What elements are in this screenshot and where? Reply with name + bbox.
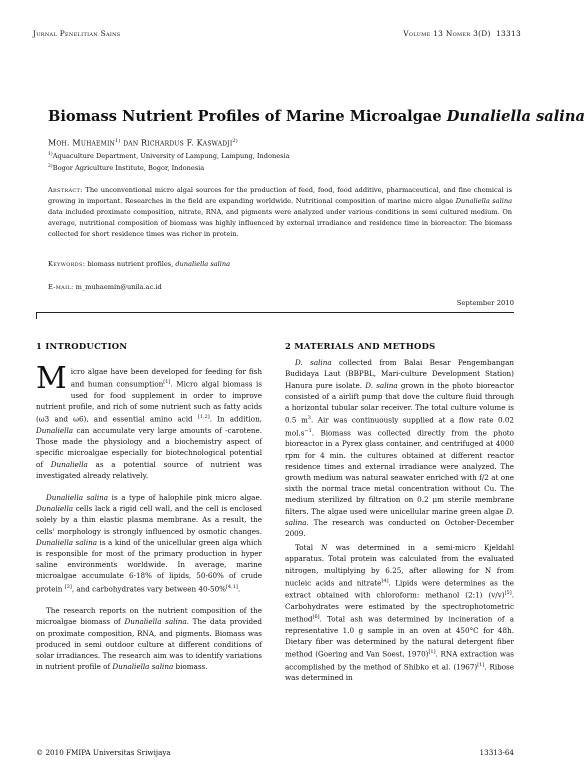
intro-paragraph-2 bbox=[36, 492, 262, 594]
email-label: E-mail: bbox=[48, 283, 74, 291]
keywords bbox=[48, 260, 230, 268]
volume-label: Volume 13 Nomer 3(D) bbox=[403, 29, 491, 38]
intro-p1-text-c: . In addition, bbox=[209, 414, 262, 424]
section-methods bbox=[285, 341, 514, 684]
intro-paragraph-3 bbox=[36, 605, 262, 672]
citation: [1] bbox=[477, 661, 485, 668]
species-name: Dunaliella bbox=[50, 459, 88, 469]
footer-copyright: © 2010 FMIPA Universitas Sriwijaya bbox=[36, 748, 171, 757]
species-name: Dunaliella salina bbox=[46, 493, 109, 503]
section-introduction bbox=[36, 341, 262, 672]
methods-p2-text-d: . Carbohydrates were estimated by the spectrophotometric method bbox=[285, 590, 514, 624]
methods-p1-text-d: . Biomass was collected directly from the photo bioreactor in a Pyrex glass container, and centrifuged at 4000 rpm for 4 min. the cultures obtained at different reactor residence times and external irradiance were analyzed. The growth medium was natural seawater enriched with f/2 at one sixth the normal trace metal concentration without Cu. The medium sterilized by filtration on 0.2 μm sterile membrane filters. The algae used were unicellular marine green algae bbox=[285, 428, 514, 516]
abstract-text-2: data included proximate composition, nitrate, RNA, and pigments were analyzed under various conditions in semi cultured medium. On average, nutritional composition of biomass was highly influenced by external irradiance and residence time in bioreactor. The biomass collected for short residence times was richer in protein. bbox=[48, 208, 512, 239]
running-header-journal: Jurnal Penelitian Sains bbox=[33, 29, 121, 38]
citation: [5] bbox=[504, 590, 512, 597]
intro-paragraph-1 bbox=[36, 361, 262, 481]
intro-p2-text-c: is a kind of the unicellular green alga which is responsible for most of the primary production in hyper saline environments worldwide. In average, marine microalgae accumulate 6-18% of lipids, 50-60% of crude protein bbox=[36, 537, 263, 594]
footer-page-code: 13313-64 bbox=[479, 748, 514, 757]
methods-p1-text-e: The research was conducted on October-December 2009. bbox=[285, 517, 514, 539]
affiliation-2-text: Bogor Agriculture Institute, Bogor, Indonesia bbox=[52, 164, 205, 173]
keywords-species: dunaliella salina bbox=[175, 260, 231, 268]
abstract-species: Dunaliella salina bbox=[455, 197, 512, 206]
intro-p1-text-d: can accumulate very large amounts of -carotene. Those made the physiology and a biochemistry aspect of specific microalgae especially for biotechnological potential of bbox=[36, 426, 262, 469]
methods-p1-text-c: . Air was continuously supplied at a flow rate 0.02 mol.s bbox=[285, 415, 515, 438]
author-1: Moh. Muhaemin bbox=[48, 138, 115, 148]
species-name: Dunaliella salina bbox=[112, 662, 174, 672]
citation: [4,1] bbox=[225, 583, 238, 590]
author-2: Richardus F. Kaswadji bbox=[141, 138, 233, 148]
affiliation-1-text: Aquaculture Department, University of Lampung, Lampung, Indonesia bbox=[52, 152, 290, 161]
email bbox=[48, 283, 162, 291]
abstract-label: Abstract: bbox=[48, 186, 83, 194]
species-name: Dunaliella bbox=[36, 426, 74, 435]
keywords-label: Keywords: bbox=[48, 260, 86, 268]
page-number: 13313 bbox=[495, 29, 521, 38]
methods-p2-text-a: Total bbox=[295, 543, 322, 553]
paper-title bbox=[48, 108, 585, 125]
species-name: D. salina. bbox=[285, 506, 514, 527]
affiliation-1-sup: 1) bbox=[48, 152, 53, 157]
intro-p2-text-e: . bbox=[237, 584, 241, 594]
methods-paragraph-2 bbox=[285, 542, 514, 683]
citation: [1] bbox=[428, 649, 436, 656]
species-name: Dunaliella salina. bbox=[124, 617, 189, 627]
species-name: Dunaliella bbox=[36, 504, 74, 514]
title-species: Dunaliella salina bbox=[446, 108, 585, 125]
methods-p2-text-b: was determined in a semi-micro Kjeldahl apparatus. Total protein was calculated from the evaluated nitrogen, multiplying by 6.25, after allowing for N from nucleic acids and nitrate bbox=[285, 543, 514, 588]
intro-heading: 1 INTRODUCTION bbox=[36, 341, 128, 351]
drop-cap: M bbox=[36, 361, 67, 397]
methods-paragraph-1 bbox=[285, 357, 514, 539]
author-and: dan bbox=[120, 138, 142, 148]
methods-p2-text-g: . Ribose was determined in bbox=[285, 662, 514, 683]
methods-p2-text-c: . Lipids were determines as the extract obtained with chloroform: methanol (2:1) (v/v) bbox=[285, 578, 514, 600]
citation: [6] bbox=[312, 614, 320, 621]
running-header-volume bbox=[403, 29, 521, 38]
author-1-sup: 1) bbox=[115, 138, 121, 144]
title-main: Biomass Nutrient Profiles of Marine Microalgae bbox=[48, 108, 447, 125]
abstract bbox=[48, 185, 512, 240]
affiliation-2 bbox=[48, 164, 204, 172]
species-name: D. salina bbox=[365, 380, 398, 390]
email-address[interactable]: m_muhaemin@unila.ac.id bbox=[73, 283, 162, 291]
citation: [1] bbox=[163, 379, 171, 386]
abstract-text-1: The unconventional micro algal sources for the production of feed, food, food additive, pharmaceutical, and fine chemical is growing in important. Researches in the field are expanding worldwide. Nutritional composition of marine micro algae bbox=[48, 186, 512, 206]
intro-p3-text-a: The research reports on the nutrient composition of the microalgae biomass of bbox=[36, 606, 262, 627]
citation: [4] bbox=[381, 577, 389, 584]
intro-p1-text-b: . Micro algal biomass is used for food supplement in order to improve nutrient profile, and rich of some nutrient such as fatty acids (ω3 and ω6), and essential amino acid bbox=[36, 379, 262, 424]
affiliation-1 bbox=[48, 152, 290, 160]
methods-p1-text-b: grown in the photo bioreactor consisted of a airlift pump that dove the culture fluid through a horizontal tubular solar receiver. The total culture volume is 0.5 m bbox=[285, 380, 514, 425]
intro-p2-text-d: , and carbohydrates vary between 40-50% bbox=[71, 584, 226, 594]
citation: [3] bbox=[64, 583, 72, 590]
methods-heading: 2 MATERIALS AND METHODS bbox=[285, 341, 436, 351]
intro-p2-text-a: is a type of halophile pink micro algae. bbox=[108, 493, 263, 503]
header-divider bbox=[36, 312, 514, 313]
methods-p2-text-e: . Total ash was determined by incineration of a representative 1.0 g sample in an oven at 450°C for 48h. Dietary fiber was determined by the natural detergent fiber method (Goering and Van Soest, 1970) bbox=[285, 614, 514, 659]
methods-p1-text-a: collected from Balai Besar Pengembangan Budidaya Laut (BBPBL, Mari-culture Development Station) Hanura pure isolate. bbox=[285, 358, 515, 390]
species-name: Dunaliella salina bbox=[36, 537, 98, 547]
intro-p2-text-b: cells lack a rigid cell wall, and the cell is enclosed solely by a thin elastic plasma membrane. As a result, the cells' morphology is strongly influenced by osmotic changes. bbox=[36, 504, 262, 536]
publication-date: September 2010 bbox=[456, 299, 514, 307]
methods-p2-text-f: . RNA extraction was accomplished by the method of Shibko et al. (1967) bbox=[285, 649, 514, 672]
species-name: D. salina bbox=[295, 358, 332, 368]
symbol-n: N bbox=[321, 543, 328, 553]
intro-p1-text-a: icro algae have been developed for feeding for fish and human consumption bbox=[70, 367, 262, 389]
superscript: 3 bbox=[307, 415, 311, 422]
affiliation-2-sup: 2) bbox=[48, 164, 53, 169]
keywords-text: biomass nutrient profiles, bbox=[85, 260, 176, 268]
intro-p1-text-e: as a potential source of nutrient was investigated already relatively. bbox=[36, 459, 262, 480]
citation: [1,2] bbox=[197, 414, 210, 421]
author-list bbox=[48, 138, 238, 148]
superscript: −1 bbox=[304, 427, 312, 434]
divider-tick bbox=[36, 312, 37, 319]
intro-p3-text-c: biomass. bbox=[173, 662, 208, 672]
author-2-sup: 2) bbox=[232, 138, 238, 144]
intro-p3-text-b: The data provided on proximate composition, RNA, and pigments. Biomass was produced in semi outdoor culture at different conditions of solar irradiances. The research aim was to identify variations in nutrient profile of bbox=[36, 617, 262, 672]
